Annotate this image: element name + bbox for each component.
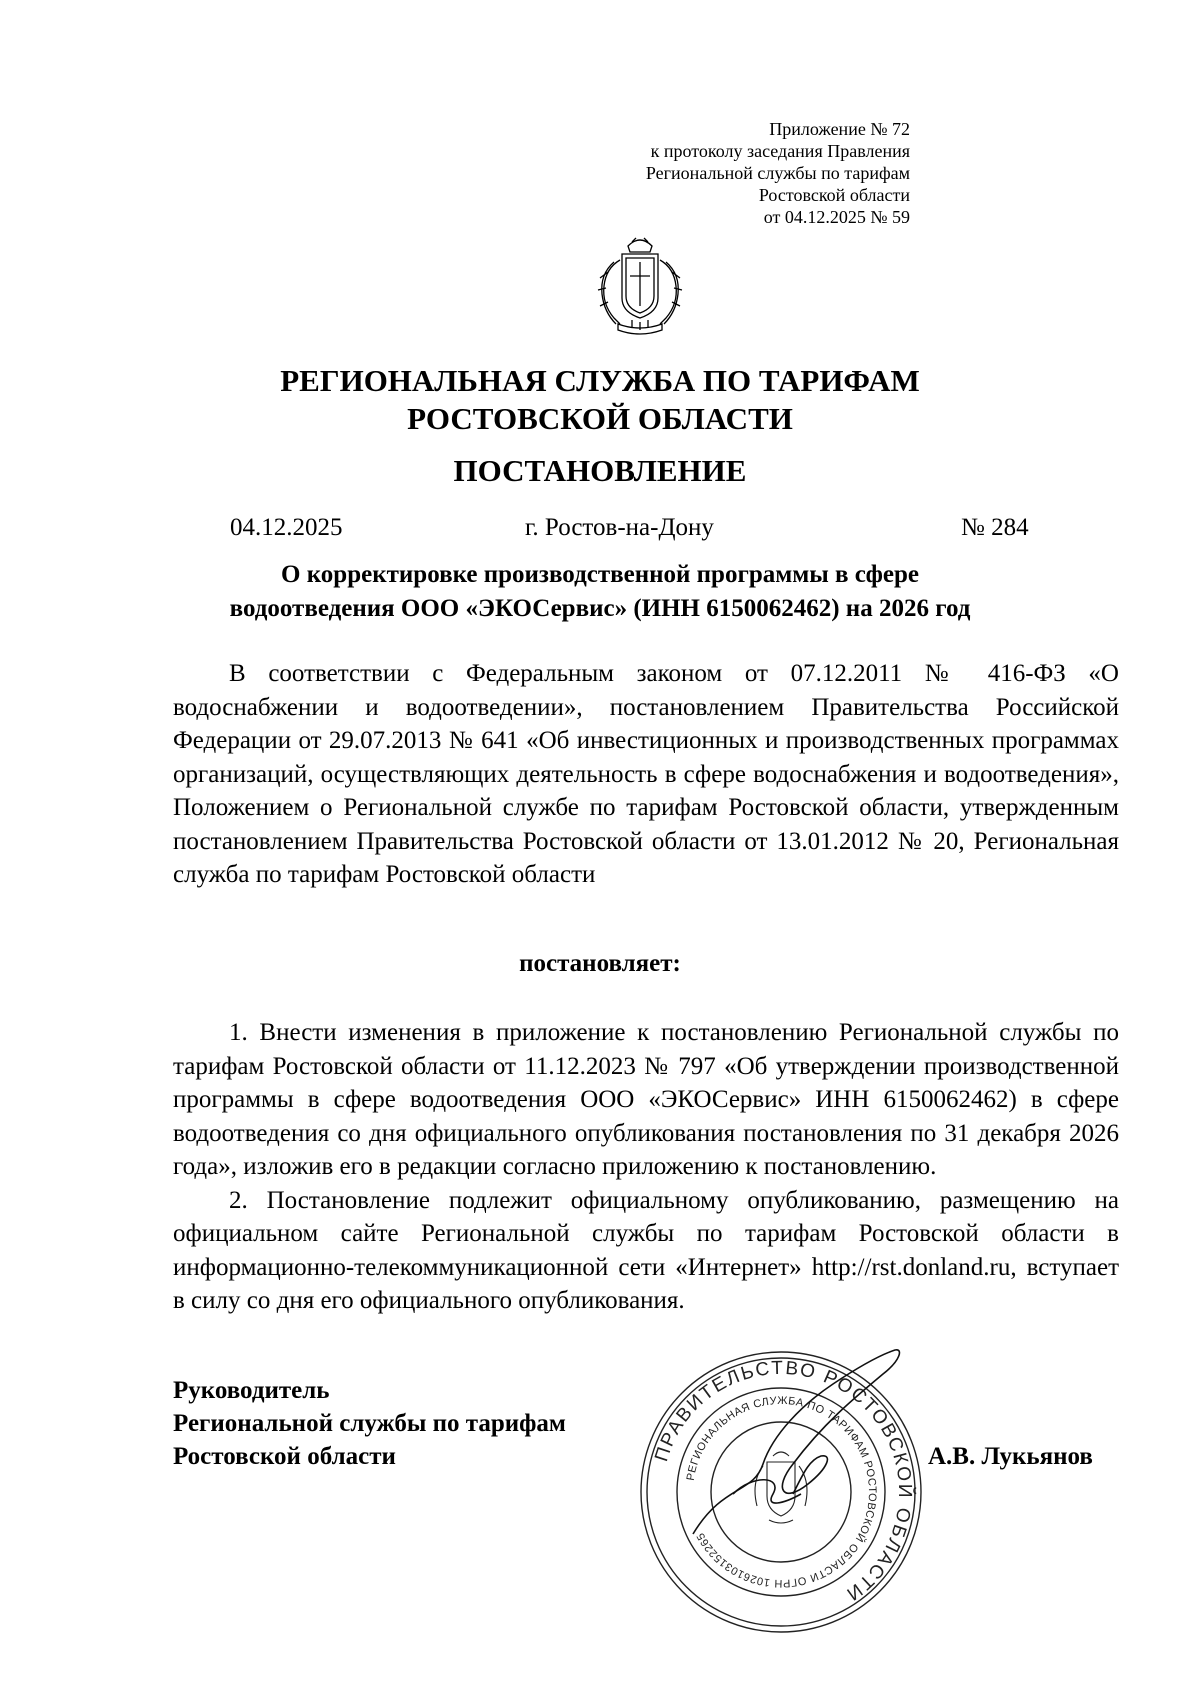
signatory-position-line: Региональной службы по тарифам xyxy=(173,1410,566,1437)
subject-line: водоотведения ООО «ЭКОСервис» (ИНН 6150062462) на 2026 год xyxy=(229,595,971,622)
document-type: ПОСТАНОВЛЕНИЕ xyxy=(453,453,747,488)
org-title xyxy=(0,362,1200,438)
svg-text:РЕГИОНАЛЬНАЯ СЛУЖБА ПО ТАРИФАМ: РЕГИОНАЛЬНАЯ СЛУЖБА ПО ТАРИФАМ РОСТОВСКОЙ ОБЛАСТИ ОГРН 1026103152265 xyxy=(684,1394,879,1590)
attachment-line: к протоколу заседания Правления xyxy=(650,141,910,161)
attachment-line: Ростовской области xyxy=(758,185,910,205)
document-date: 04.12.2025 xyxy=(230,514,343,541)
signatory-position-line: Ростовской области xyxy=(173,1443,396,1470)
signatory-position xyxy=(173,1374,566,1473)
official-seal-icon xyxy=(633,1344,929,1640)
attachment-header xyxy=(550,118,910,228)
document-number: № 284 xyxy=(961,514,1029,541)
org-title-line: РОСТОВСКОЙ ОБЛАСТИ xyxy=(407,401,793,436)
signatory-position-line: Руководитель xyxy=(173,1377,330,1404)
preamble-paragraph: В соответствии с Федеральным законом от 07.12.2011 № 416-ФЗ «О водоснабжении и водоотведении», постановлением Правительства Российской Федерации от 29.07.2013 № 641 «Об инвестиционных и производственных программах организаций, осуществляющих деятельность в сфере водоснабжения и водоотведения», Положением о Региональной службе по тарифам Ростовской области, утвержденным постановлением Правительства Ростовской области от 13.01.2012 № 20, Региональная служба по тарифам Ростовской области xyxy=(173,660,1119,888)
attachment-line: Приложение № 72 xyxy=(769,119,910,139)
attachment-line: от 04.12.2025 № 59 xyxy=(763,207,910,227)
attachment-line: Региональной службы по тарифам xyxy=(645,163,910,183)
decree-item-1: 1. Внести изменения в приложение к постановлению Региональной службы по тарифам Ростовской области от 11.12.2023 № 797 «Об утверждении производственной программы в сфере водоотведения ООО «ЭКОСервис» ИНН 6150062462) в сфере водоотведения со дня официального опубликования постановления по 31 декабря 2026 года», изложив его в редакции согласно приложению к постановлению. xyxy=(173,1019,1119,1180)
decree-item-2: 2. Постановление подлежит официальному опубликованию, размещению на официальном сайте Региональной службы по тарифам Ростовской области в информационно-телекоммуникационной сети «Интернет» http://rst.donland.ru, вступает в силу со дня его официального опубликования. xyxy=(173,1186,1119,1314)
subject-line: О корректировке производственной программы в сфере xyxy=(281,561,919,588)
org-title-line: РЕГИОНАЛЬНАЯ СЛУЖБА ПО ТАРИФАМ xyxy=(280,363,920,398)
document-meta-row xyxy=(0,510,1200,546)
document-city: г. Ростов-на-Дону xyxy=(525,514,714,541)
decree-word: постановляет: xyxy=(519,950,681,977)
preamble-block xyxy=(173,657,1119,892)
coat-of-arms-icon xyxy=(592,232,688,338)
document-subject xyxy=(0,558,1200,626)
signatory-name: А.В. Лукьянов xyxy=(928,1443,1093,1470)
svg-text:ПРАВИТЕЛЬСТВО РОСТОВСКОЙ ОБЛАС: ПРАВИТЕЛЬСТВО РОСТОВСКОЙ ОБЛАСТИ xyxy=(651,1357,916,1606)
decree-items xyxy=(173,1016,1119,1318)
